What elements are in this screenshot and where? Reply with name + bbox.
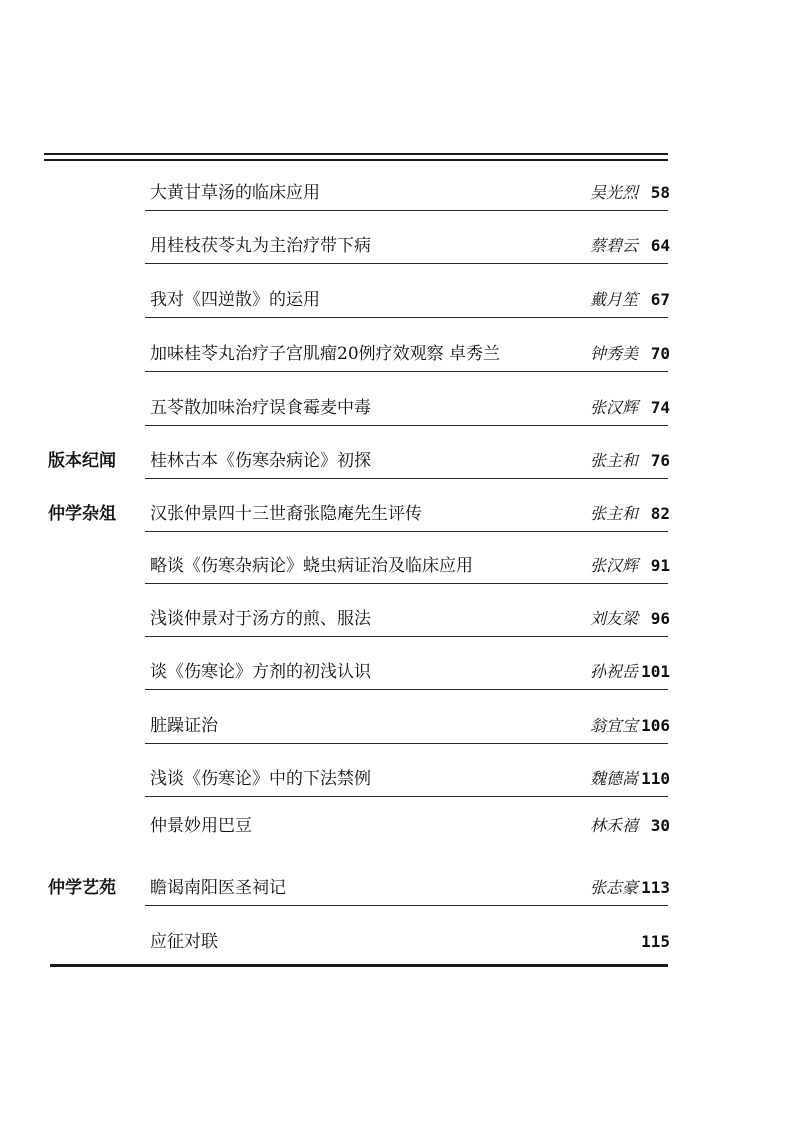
row-divider xyxy=(145,636,668,638)
row-divider xyxy=(145,796,668,798)
row-divider xyxy=(145,425,668,427)
page-number: 74 xyxy=(650,398,670,417)
row-divider xyxy=(145,317,668,319)
author-name: 刘友梁 xyxy=(589,609,638,628)
page-number: 82 xyxy=(650,504,670,523)
article-title: 应征对联 xyxy=(150,932,218,952)
page-number: 113 xyxy=(641,878,670,897)
article-title: 汉张仲景四十三世裔张隐庵先生评传 xyxy=(150,504,422,524)
row-divider xyxy=(145,689,668,691)
author-name: 戴月笙 xyxy=(589,290,638,309)
section-label: 仲学艺苑 xyxy=(48,878,116,898)
top-rule-thin xyxy=(44,159,668,161)
section-label: 仲学杂俎 xyxy=(48,504,116,524)
row-divider xyxy=(145,263,668,265)
toc-row xyxy=(0,714,793,744)
author-name: 钟秀美 xyxy=(589,344,638,363)
toc-row xyxy=(0,660,793,690)
article-title: 脏躁证治 xyxy=(150,716,218,736)
page-number: 67 xyxy=(650,290,670,309)
author-name: 吴光烈 xyxy=(589,183,638,202)
toc-row xyxy=(0,234,793,264)
author-name: 蔡碧云 xyxy=(589,236,638,255)
author-name: 张汉辉 xyxy=(589,556,638,575)
article-title: 浅谈仲景对于汤方的煎、服法 xyxy=(150,609,371,629)
page-number: 58 xyxy=(650,183,670,202)
page-number: 101 xyxy=(641,662,670,681)
page-number: 64 xyxy=(650,236,670,255)
page-number: 30 xyxy=(650,816,670,835)
bottom-rule xyxy=(50,964,668,967)
article-title: 瞻谒南阳医圣祠记 xyxy=(150,878,286,898)
author-name: 张主和 xyxy=(589,451,638,470)
page-number: 115 xyxy=(641,932,670,951)
page-number: 96 xyxy=(650,609,670,628)
article-title: 谈《伤寒论》方剂的初浅认识 xyxy=(150,662,371,682)
toc-row xyxy=(0,342,793,372)
row-divider xyxy=(145,905,668,907)
toc-row xyxy=(0,288,793,318)
toc-row xyxy=(0,930,793,960)
article-title: 浅谈《伤寒论》中的下法禁例 xyxy=(150,769,371,789)
author-name: 魏德嵩 xyxy=(589,769,638,788)
row-divider xyxy=(145,743,668,745)
article-title: 仲景妙用巴豆 xyxy=(150,816,252,836)
article-title: 略谈《伤寒杂病论》蛲虫病证治及临床应用 xyxy=(150,556,473,576)
section-label: 版本纪闻 xyxy=(48,451,116,471)
toc-row xyxy=(0,396,793,426)
toc-row xyxy=(0,876,793,906)
row-divider xyxy=(145,371,668,373)
author-name: 孙祝岳 xyxy=(589,662,638,681)
row-divider xyxy=(145,210,668,212)
row-divider xyxy=(145,478,668,480)
toc-row xyxy=(0,181,793,211)
row-divider xyxy=(145,583,668,585)
row-divider xyxy=(145,531,668,533)
toc-row xyxy=(0,607,793,637)
author-name: 林禾禧 xyxy=(589,816,638,835)
article-title: 我对《四逆散》的运用 xyxy=(150,290,320,310)
author-name: 翁宜宝 xyxy=(589,716,638,735)
article-title: 用桂枝茯苓丸为主治疗带下病 xyxy=(150,236,371,256)
page-number: 106 xyxy=(641,716,670,735)
article-title: 桂林古本《伤寒杂病论》初探 xyxy=(150,451,371,471)
toc-row xyxy=(0,502,793,532)
article-title: 五苓散加味治疗误食霉麦中毒 xyxy=(150,398,371,418)
page-number: 76 xyxy=(650,451,670,470)
author-name: 张主和 xyxy=(589,504,638,523)
page-number: 110 xyxy=(641,769,670,788)
toc-row xyxy=(0,554,793,584)
toc-row xyxy=(0,814,793,844)
page-number: 70 xyxy=(650,344,670,363)
top-rule-thick xyxy=(44,153,668,155)
author-name: 张汉辉 xyxy=(589,398,638,417)
toc-row xyxy=(0,449,793,479)
author-name: 张志豪 xyxy=(589,878,638,897)
page-number: 91 xyxy=(650,556,670,575)
article-title: 大黄甘草汤的临床应用 xyxy=(150,183,320,203)
article-title: 加味桂苓丸治疗子宫肌瘤20例疗效观察 卓秀兰 xyxy=(150,344,501,364)
toc-row xyxy=(0,767,793,797)
